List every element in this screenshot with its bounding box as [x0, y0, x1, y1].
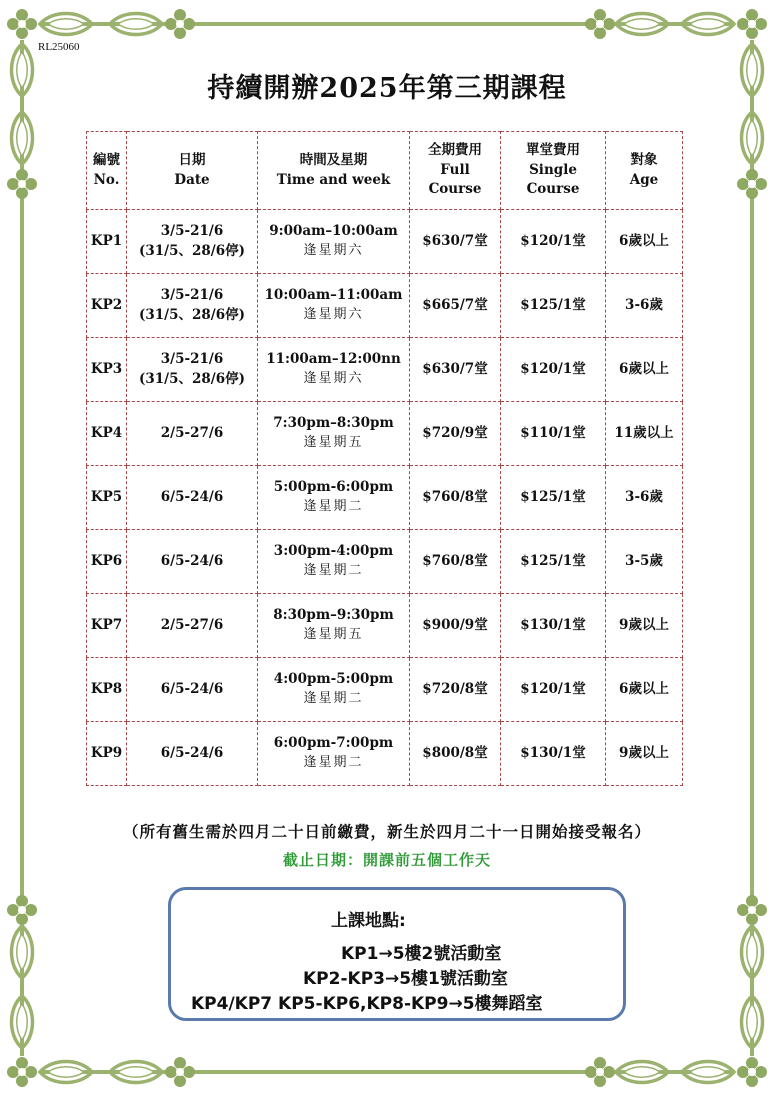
clover-icon	[7, 895, 37, 925]
course-single-fee: $120/1堂	[501, 338, 606, 402]
table-row	[87, 402, 683, 466]
course-time: 8:30pm–9:30pm 逢星期五	[258, 594, 410, 658]
course-age: 3-5歲	[606, 530, 683, 594]
location-box	[168, 887, 626, 1021]
course-age: 6歲以上	[606, 658, 683, 722]
course-full-fee: $630/7堂	[410, 210, 501, 274]
course-age: 11歲以上	[606, 402, 683, 466]
course-code: KP1	[87, 210, 127, 274]
table-row	[87, 722, 683, 786]
leaf-icon	[742, 112, 763, 164]
reference-code: RL25060	[38, 41, 80, 53]
leaf-icon	[40, 1062, 92, 1083]
leaf-icon	[12, 996, 33, 1048]
course-code: KP8	[87, 658, 127, 722]
leaf-icon	[40, 14, 92, 35]
leaf-icon	[682, 14, 734, 35]
table-row	[87, 210, 683, 274]
corner-clover-icon	[737, 9, 767, 39]
header-full-course: 全期費用 Full Course	[410, 132, 501, 210]
course-full-fee: $760/8堂	[410, 530, 501, 594]
course-full-fee: $800/8堂	[410, 722, 501, 786]
course-code: KP9	[87, 722, 127, 786]
leaf-icon	[12, 926, 33, 978]
clover-icon	[7, 169, 37, 199]
leaf-icon	[12, 112, 33, 164]
corner-clover-icon	[7, 1057, 37, 1087]
course-date: 3/5-21/6 (31/5、28/6停)	[127, 338, 258, 402]
course-date: 3/5-21/6 (31/5、28/6停)	[127, 274, 258, 338]
course-single-fee: $110/1堂	[501, 402, 606, 466]
location-title: 上課地點:	[331, 911, 406, 931]
location-line: KP4/KP7 KP5-KP6,KP8-KP9→5樓舞蹈室	[191, 994, 543, 1014]
course-date: 2/5-27/6	[127, 594, 258, 658]
clover-icon	[165, 1057, 195, 1087]
course-full-fee: $720/9堂	[410, 402, 501, 466]
course-single-fee: $125/1堂	[501, 530, 606, 594]
course-time: 11:00am–12:00nn 逢星期六	[258, 338, 410, 402]
course-single-fee: $120/1堂	[501, 210, 606, 274]
header-age: 對象 Age	[606, 132, 683, 210]
course-time: 5:00pm-6:00pm 逢星期二	[258, 466, 410, 530]
course-date: 6/5-24/6	[127, 658, 258, 722]
page-title: 持續開辦2025年第三期課程	[207, 73, 567, 104]
course-code: KP5	[87, 466, 127, 530]
clover-icon	[585, 1057, 615, 1087]
table-row	[87, 466, 683, 530]
course-code: KP4	[87, 402, 127, 466]
course-time: 9:00am–10:00am 逢星期六	[258, 210, 410, 274]
clover-icon	[737, 895, 767, 925]
course-time: 3:00pm-4:00pm 逢星期二	[258, 530, 410, 594]
deadline-note: 截止日期：開課前五個工作天	[282, 851, 491, 869]
course-single-fee: $130/1堂	[501, 594, 606, 658]
course-code: KP3	[87, 338, 127, 402]
course-date: 6/5-24/6	[127, 466, 258, 530]
table-row	[87, 274, 683, 338]
course-age: 9歲以上	[606, 594, 683, 658]
course-single-fee: $125/1堂	[501, 466, 606, 530]
course-age: 6歲以上	[606, 338, 683, 402]
table-row	[87, 530, 683, 594]
course-single-fee: $130/1堂	[501, 722, 606, 786]
course-age: 9歲以上	[606, 722, 683, 786]
course-code: KP2	[87, 274, 127, 338]
location-line: KP2-KP3→5樓1號活動室	[303, 969, 508, 989]
table-header-row	[87, 132, 683, 210]
course-single-fee: $125/1堂	[501, 274, 606, 338]
table-row	[87, 594, 683, 658]
leaf-icon	[742, 996, 763, 1048]
header-single-course: 單堂費用 Single Course	[501, 132, 606, 210]
clover-icon	[737, 169, 767, 199]
course-single-fee: $120/1堂	[501, 658, 606, 722]
leaf-icon	[110, 1062, 162, 1083]
clover-icon	[165, 9, 195, 39]
course-full-fee: $760/8堂	[410, 466, 501, 530]
corner-clover-icon	[737, 1057, 767, 1087]
corner-clover-icon	[7, 9, 37, 39]
course-time: 7:30pm–8:30pm 逢星期五	[258, 402, 410, 466]
course-full-fee: $630/7堂	[410, 338, 501, 402]
header-time: 時間及星期 Time and week	[258, 132, 410, 210]
payment-note: （所有舊生需於四月二十日前繳費，新生於四月二十一日開始接受報名）	[122, 822, 651, 841]
course-full-fee: $900/9堂	[410, 594, 501, 658]
clover-icon	[585, 9, 615, 39]
course-time: 6:00pm-7:00pm 逢星期二	[258, 722, 410, 786]
leaf-icon	[742, 926, 763, 978]
table-row	[87, 658, 683, 722]
course-date: 6/5-24/6	[127, 722, 258, 786]
leaf-icon	[682, 1062, 734, 1083]
course-schedule-table	[86, 131, 683, 786]
course-code: KP6	[87, 530, 127, 594]
course-date: 3/5-21/6 (31/5、28/6停)	[127, 210, 258, 274]
course-code: KP7	[87, 594, 127, 658]
course-age: 3-6歲	[606, 274, 683, 338]
leaf-icon	[616, 1062, 668, 1083]
course-full-fee: $665/7堂	[410, 274, 501, 338]
course-date: 6/5-24/6	[127, 530, 258, 594]
leaf-icon	[616, 14, 668, 35]
table-row	[87, 338, 683, 402]
leaf-icon	[110, 14, 162, 35]
course-time: 10:00am–11:00am 逢星期六	[258, 274, 410, 338]
course-date: 2/5-27/6	[127, 402, 258, 466]
header-date: 日期 Date	[127, 132, 258, 210]
course-age: 3-6歲	[606, 466, 683, 530]
course-time: 4:00pm-5:00pm 逢星期二	[258, 658, 410, 722]
course-age: 6歲以上	[606, 210, 683, 274]
course-full-fee: $720/8堂	[410, 658, 501, 722]
header-no: 編號 No.	[87, 132, 127, 210]
location-line: KP1→5樓2號活動室	[341, 944, 502, 964]
